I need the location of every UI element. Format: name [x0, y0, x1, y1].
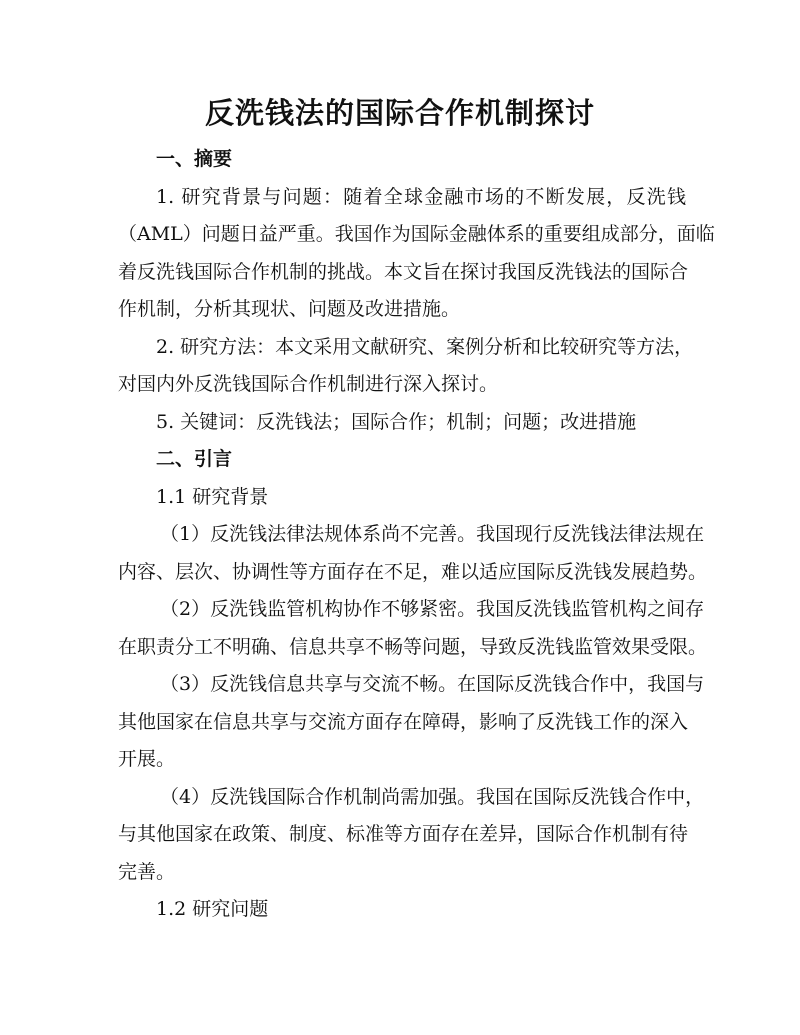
paragraph-line: 作机制，分析其现状、问题及改进措施。	[118, 298, 461, 320]
paragraph-line: （1）反洗钱法律法规体系尚不完善。我国现行反洗钱法律法规在	[160, 523, 705, 545]
paragraph-line: 在职责分工不明确、信息共享不畅等问题，导致反洗钱监管效果受限。	[118, 635, 708, 658]
document-title: 反洗钱法的国际合作机制探讨	[204, 96, 595, 130]
paragraph-line: 与其他国家在政策、制度、标准等方面存在差异，国际合作机制有待	[118, 823, 689, 845]
paragraph-line: （AML）问题日益严重。我国作为国际金融体系的重要组成部分，面临	[118, 223, 715, 245]
section-heading-abstract: 一、摘要	[156, 148, 233, 170]
subheading-1-1: 1.1 研究背景	[156, 485, 269, 508]
subheading-1-2: 1.2 研究问题	[156, 898, 269, 920]
paragraph-line: （3）反洗钱信息共享与交流不畅。在国际反洗钱合作中，我国与	[160, 673, 705, 695]
paragraph-line: 2. 研究方法：本文采用文献研究、案例分析和比较研究等方法，	[156, 335, 694, 358]
paragraph-line: 内容、层次、协调性等方面存在不足，难以适应国际反洗钱发展趋势。	[118, 560, 708, 583]
paragraph-line: 1. 研究背景与问题：随着全球金融市场的不断发展，反洗钱	[156, 185, 686, 208]
section-heading-intro: 二、引言	[156, 448, 233, 470]
paragraph-line: 着反洗钱国际合作机制的挑战。本文旨在探讨我国反洗钱法的国际合	[118, 260, 689, 283]
document-body	[118, 141, 715, 929]
paragraph-line: （2）反洗钱监管机构协作不够紧密。我国反洗钱监管机构之间存	[160, 598, 705, 620]
paragraph-line: （4）反洗钱国际合作机制尚需加强。我国在国际反洗钱合作中，	[160, 785, 705, 808]
paragraph-line: 开展。	[118, 748, 176, 770]
paragraph-line: 完善。	[118, 860, 176, 883]
paragraph-line: 其他国家在信息共享与交流方面存在障碍，影响了反洗钱工作的深入	[118, 710, 689, 733]
paragraph-line: 对国内外反洗钱国际合作机制进行深入探讨。	[118, 373, 499, 395]
keywords-line: 5. 关键词：反洗钱法；国际合作；机制；问题；改进措施	[156, 410, 637, 433]
